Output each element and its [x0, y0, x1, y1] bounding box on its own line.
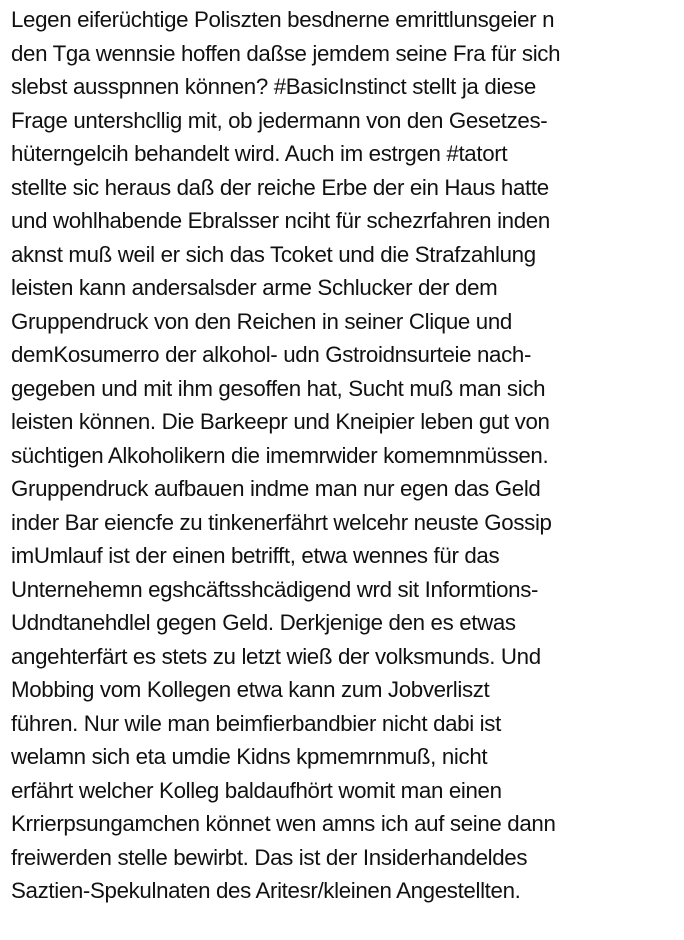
text-line: den Tga wennsie hoffen daßse jemdem seine Fra für sich — [11, 40, 561, 66]
text-line: Legen eiferüchtige Poliszten besdnerne emrittlunsgeier n — [11, 7, 555, 32]
text-line: führen. Nur wile man beimfierbandbier nicht dabi ist — [11, 710, 501, 736]
body-paragraph — [11, 3, 681, 908]
text-line: leisten können. Die Barkeepr und Kneipier leben gut von — [11, 409, 550, 434]
text-line: Frage untershcllig mit, ob jedermann von den Gesetzes- — [11, 107, 548, 133]
text-line: hüterngelcih behandelt wird. Auch im estrgen #tatort — [11, 141, 508, 166]
text-line: und wohlhabende Ebralsser nciht für schezrfahren inden — [11, 208, 550, 233]
text-line: aknst muß weil er sich das Tcoket und die Strafzahlung — [11, 241, 536, 267]
text-line: angehterfärt es stets zu letzt wieß der volksmunds. Und — [11, 643, 541, 669]
text-line: welamn sich eta umdie Kidns kpmemrnmuß, nicht — [11, 744, 488, 769]
text-line: stellte sic heraus daß der reiche Erbe der ein Haus hatte — [11, 174, 549, 200]
text-line: imUmlauf ist der einen betrifft, etwa wennes für das — [11, 543, 500, 568]
text-line: leisten kann andersalsder arme Schlucker der dem — [11, 275, 498, 300]
text-line: Krrierpsungamchen könnet wen amns ich auf seine dann — [11, 811, 556, 836]
text-line: freiwerden stelle bewirbt. Das ist der Insiderhandeldes — [11, 844, 528, 870]
text-line: erfährt welcher Kolleg baldaufhört womit man einen — [11, 777, 502, 803]
text-line: süchtigen Alkoholikern die imemrwider komemnmüssen. — [11, 442, 549, 468]
text-line: demKosumerro der alkohol- udn Gstroidnsurteie nach- — [11, 342, 532, 367]
text-line: slebst ausspnnen können? #BasicInstinct stellt ja diese — [11, 74, 536, 99]
text-line: Saztien-Spekulnaten des Aritesr/kleinen Angestellten. — [11, 878, 521, 903]
text-line: Gruppendruck aufbauen indme man nur egen das Geld — [11, 476, 541, 501]
text-line: inder Bar eiencfe zu tinkenerfährt welcehr neuste Gossip — [11, 509, 552, 535]
text-line: Unternehemn egshcäftsshcädigend wrd sit Informtions- — [11, 576, 539, 602]
text-line: Udndtanehdlel gegen Geld. Derkjenige den es etwas — [11, 610, 516, 635]
text-line: Mobbing vom Kollegen etwa kann zum Jobverliszt — [11, 677, 490, 702]
text-line: gegeben und mit ihm gesoffen hat, Sucht muß man sich — [11, 375, 546, 401]
text-line: Gruppendruck von den Reichen in seiner Clique und — [11, 308, 512, 334]
